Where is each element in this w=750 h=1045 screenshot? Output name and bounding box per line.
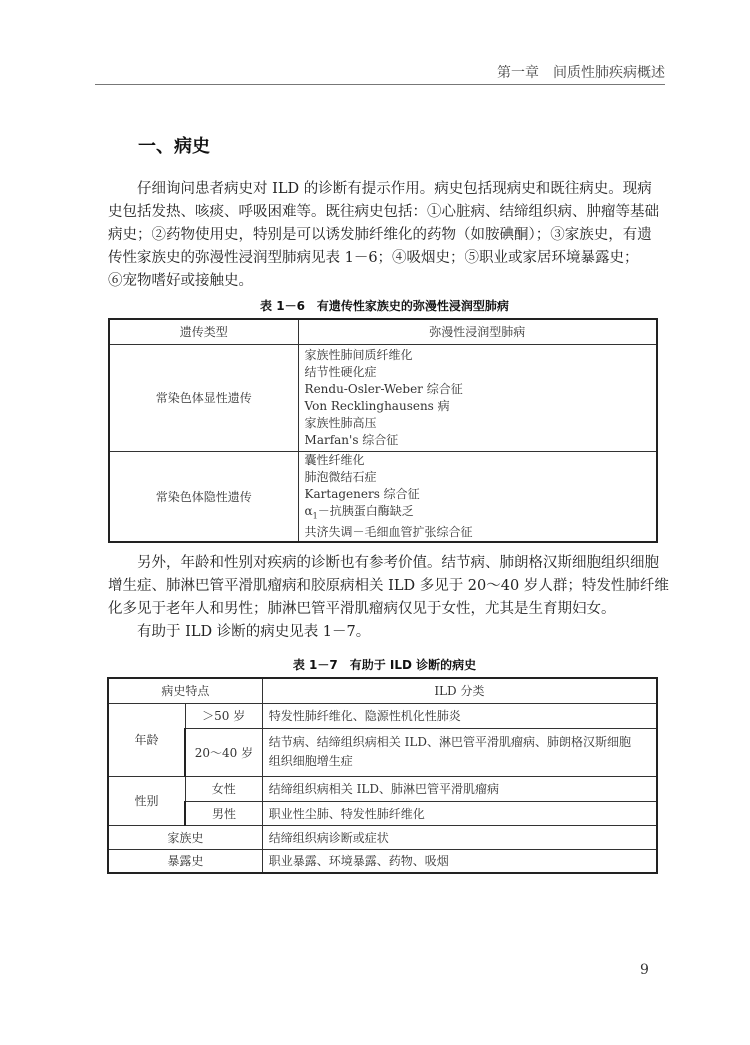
table2-sex-female-value: 结缔组织病相关 ILD、肺淋巴管平滑肌瘤病 <box>262 776 657 801</box>
table1-type-dominant: 常染色体显性遗传 <box>109 344 298 451</box>
alpha-subscript: 1 <box>312 510 318 520</box>
table2-age-20-40: 20～40 岁 <box>185 728 262 776</box>
table2-age-over50: ＞50 岁 <box>185 703 262 728</box>
value-line: 组织细胞增生症 <box>268 754 353 768</box>
header-rule <box>95 84 665 85</box>
alpha-symbol: α <box>304 503 313 518</box>
table1-type-recessive: 常染色体隐性遗传 <box>109 451 298 542</box>
table2-header-class: ILD 分类 <box>262 678 657 703</box>
table1-caption: 表 1－6 有遗传性家族史的弥漫性浸润型肺病 <box>260 299 509 313</box>
table2-sex-female: 女性 <box>185 776 262 801</box>
paragraph-history <box>108 178 661 293</box>
value-line: 结节病、结缔组织病相关 ILD、淋巴管平滑肌瘤病、肺朗格汉斯细胞 <box>268 735 631 749</box>
paragraph-line: ⑥宠物嗜好或接触史。 <box>108 273 253 289</box>
list-item: Marfan's 综合征 <box>304 432 399 447</box>
running-header: 第一章 间质性肺疾病概述 <box>497 65 665 81</box>
paragraph-line: 增生症、肺淋巴管平滑肌瘤病和胶原病相关 ILD 多见于 20～40 岁人群；特发性肺纤维 <box>108 578 669 594</box>
table1-header-type: 遗传类型 <box>109 319 298 344</box>
list-item: Von Recklinghausens 病 <box>304 398 450 413</box>
paragraph-line: 另外，年龄和性别对疾病的诊断也有参考价值。结节病、肺朗格汉斯细胞组织细胞 <box>137 555 659 571</box>
table2-sex-male: 男性 <box>185 801 262 825</box>
paragraph-line: 有助于 ILD 诊断的病史见表 1－7。 <box>137 624 371 640</box>
table2-caption: 表 1－7 有助于 ILD 诊断的病史 <box>292 658 477 672</box>
table2-age-over50-value: 特发性肺纤维化、隐源性机化性肺炎 <box>262 703 657 728</box>
table1-dominant-list <box>298 344 657 451</box>
list-item: Kartageners 综合征 <box>304 486 420 501</box>
list-item: Rendu-Osler-Weber 综合征 <box>304 381 463 396</box>
paragraph-age-sex <box>108 552 669 644</box>
table-history <box>107 677 658 874</box>
page-number: 9 <box>640 962 649 978</box>
list-item: 共济失调－毛细血管扩张综合征 <box>304 524 473 539</box>
table2-exposure-value: 职业暴露、环境暴露、药物、吸烟 <box>262 849 657 873</box>
table1-header-disease: 弥漫性浸润型肺病 <box>298 319 657 344</box>
table2-family-label: 家族史 <box>108 825 262 849</box>
table2-sex-label: 性别 <box>108 776 185 825</box>
table1-recessive-list <box>298 451 657 542</box>
paragraph-line: 史包括发热、咳痰、呼吸困难等。既往病史包括：①心脏病、结缔组织病、肿瘤等基础 <box>108 204 659 220</box>
list-item: 结节性硬化症 <box>304 364 377 379</box>
table2-age-label: 年龄 <box>108 703 185 776</box>
section-title: 一、病史 <box>138 136 210 157</box>
alpha-rest: －抗胰蛋白酶缺乏 <box>317 503 414 518</box>
table2-family-value: 结缔组织病诊断或症状 <box>262 825 657 849</box>
list-item: 家族性肺间质纤维化 <box>304 347 413 362</box>
list-item: 家族性肺高压 <box>304 415 377 430</box>
table2-sex-male-value: 职业性尘肺、特发性肺纤维化 <box>262 801 657 825</box>
list-item: 囊性纤维化 <box>304 452 365 467</box>
paragraph-line: 传性家族史的弥漫性浸润型肺病见表 1－6；④吸烟史；⑤职业或家居环境暴露史； <box>108 250 639 266</box>
paragraph-line: 仔细询问患者病史对 ILD 的诊断有提示作用。病史包括现病史和既往病史。现病 <box>137 181 652 197</box>
paragraph-line: 病史；②药物使用史，特别是可以诱发肺纤维化的药物（如胺碘酮）；③家族史，有遗 <box>108 227 652 243</box>
list-item-alpha <box>305 503 650 524</box>
table-hereditary <box>108 318 658 543</box>
list-item: 肺泡微结石症 <box>304 469 377 484</box>
table2-age-20-40-value <box>262 728 657 776</box>
paragraph-line: 化多见于老年人和男性；肺淋巴管平滑肌瘤病仅见于女性，尤其是生育期妇女。 <box>108 601 616 617</box>
table2-header-feature: 病史特点 <box>108 678 262 703</box>
table2-exposure-label: 暴露史 <box>108 849 262 873</box>
